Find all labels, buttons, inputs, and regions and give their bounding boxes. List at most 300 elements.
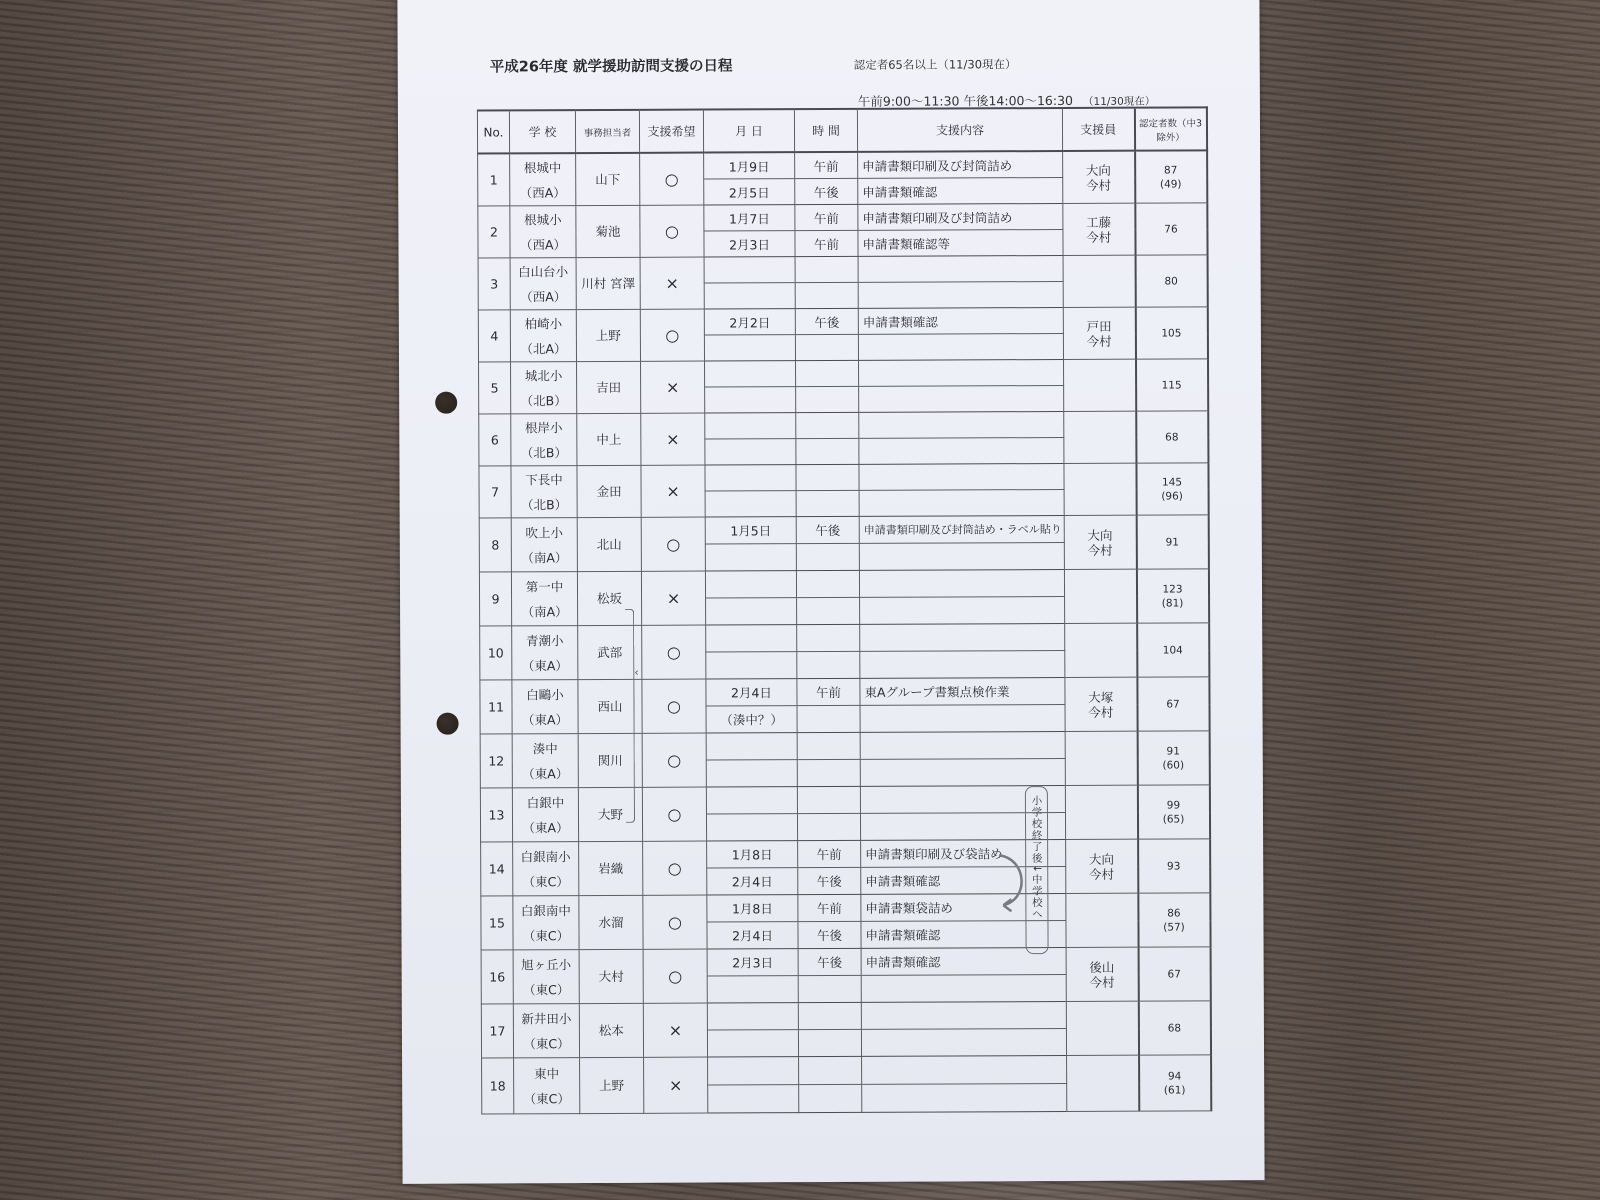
row-number: 8 xyxy=(479,518,511,572)
session-date xyxy=(705,439,796,465)
table-row xyxy=(480,785,1209,815)
table-row xyxy=(481,893,1210,923)
certified-count xyxy=(1138,947,1210,1001)
school-group: （東C） xyxy=(522,873,569,889)
support-wanted-mark: × xyxy=(641,571,705,625)
certified-count xyxy=(1135,255,1207,307)
staff-cell: 松本 xyxy=(579,1003,643,1057)
staff-cell: 菊池 xyxy=(576,205,640,257)
session-date xyxy=(706,787,797,814)
session-content xyxy=(858,255,1063,282)
staff-cell: 川村 宮澤 xyxy=(576,257,640,309)
worker-name: 大向 xyxy=(1085,162,1111,178)
session-time xyxy=(795,282,858,308)
session-time xyxy=(798,1002,861,1029)
session-date xyxy=(705,361,796,387)
worker-name: 今村 xyxy=(1088,866,1115,882)
session-content: 申請書類確認 xyxy=(858,307,1063,334)
school-group: （西A） xyxy=(519,184,566,200)
school-group: （東A） xyxy=(522,711,569,727)
count-value: 91 xyxy=(1166,744,1180,758)
count-excl: (96) xyxy=(1161,489,1183,503)
staff-cell: 西山 xyxy=(578,679,642,733)
support-wanted-mark: ○ xyxy=(643,895,707,949)
count-value: 123 xyxy=(1162,582,1183,596)
row-number: 15 xyxy=(481,896,513,950)
session-time xyxy=(797,705,860,732)
school-cell xyxy=(511,572,577,626)
session-content xyxy=(859,489,1064,516)
table-row xyxy=(480,731,1209,761)
session-time: 午後 xyxy=(798,921,861,948)
session-time xyxy=(797,786,860,813)
school-group: （北B） xyxy=(521,496,568,512)
session-date: 2月3日 xyxy=(707,949,798,976)
school-group: （東A） xyxy=(521,657,568,673)
school-name: 白鷗小 xyxy=(526,686,564,702)
table-row xyxy=(481,947,1210,977)
support-wanted-mark: × xyxy=(641,413,705,465)
support-wanted-mark: × xyxy=(640,257,704,309)
session-content xyxy=(861,1028,1066,1056)
session-content: 申請書類確認 xyxy=(858,177,1063,204)
header-count: 認定者数（中3除外） xyxy=(1134,107,1206,150)
school-name: 白銀中 xyxy=(526,794,565,810)
session-time xyxy=(796,412,859,438)
table-row xyxy=(479,569,1208,599)
support-worker xyxy=(1064,515,1136,569)
header-date: 月 日 xyxy=(703,109,794,152)
school-cell xyxy=(512,734,578,788)
hours-text: 午前9:00～11:30 午後14:00～16:30 xyxy=(857,92,1074,109)
school-cell xyxy=(513,950,579,1004)
certified-count xyxy=(1135,307,1207,359)
staff-cell: 上野 xyxy=(576,309,640,361)
school-group: （東C） xyxy=(523,981,570,997)
session-content xyxy=(860,596,1065,624)
certified-count xyxy=(1136,463,1208,515)
session-date xyxy=(704,257,795,283)
session-date xyxy=(704,335,795,361)
session-content: 申請書類印刷及び封筒詰め・ラベル貼り xyxy=(859,515,1064,543)
staff-cell: 岩織 xyxy=(579,841,643,895)
session-date: 1月8日 xyxy=(707,841,798,868)
paper-sheet xyxy=(397,0,1264,1184)
session-date: 2月2日 xyxy=(704,309,795,335)
support-worker xyxy=(1066,893,1138,947)
certified-count xyxy=(1136,359,1208,411)
schedule-table xyxy=(477,106,1212,1114)
session-time xyxy=(798,975,861,1002)
school-group: （南A） xyxy=(521,549,568,565)
school-group: （西A） xyxy=(520,288,567,304)
worker-name: 今村 xyxy=(1086,333,1112,349)
school-name: 城北小 xyxy=(524,367,563,383)
row-number: 16 xyxy=(481,950,513,1004)
session-time xyxy=(796,543,859,570)
school-cell xyxy=(510,153,576,206)
session-date: 2月4日 xyxy=(707,922,798,949)
session-date: 2月5日 xyxy=(704,179,795,205)
worker-name: 今村 xyxy=(1089,974,1115,990)
row-number: 1 xyxy=(478,153,510,206)
count-excl: (65) xyxy=(1162,812,1185,826)
row-number: 6 xyxy=(479,414,511,466)
session-date xyxy=(705,491,796,517)
certified-count xyxy=(1136,411,1208,463)
header-school: 学 校 xyxy=(509,110,575,153)
session-content xyxy=(859,385,1064,412)
session-date: （湊中？） xyxy=(706,706,797,733)
school-name: 白銀南中 xyxy=(520,902,571,918)
document-title: 平成26年度 就学援助訪問支援の日程 xyxy=(489,58,733,76)
school-name: 吹上小 xyxy=(525,524,564,540)
support-worker xyxy=(1064,569,1136,623)
support-wanted-mark: × xyxy=(641,361,705,413)
school-cell xyxy=(512,626,578,680)
worker-name: 戸田 xyxy=(1086,318,1112,334)
certified-count xyxy=(1137,623,1209,677)
school-name: 東中 xyxy=(534,1065,560,1081)
session-time xyxy=(797,651,860,678)
row-number: 3 xyxy=(478,258,510,310)
header-row xyxy=(477,107,1206,153)
support-wanted-mark: ○ xyxy=(640,153,704,206)
staff-cell: 吉田 xyxy=(577,361,641,413)
session-time: 午後 xyxy=(796,516,859,543)
school-name: 根城小 xyxy=(524,211,562,227)
session-date xyxy=(708,1085,799,1113)
certified-count xyxy=(1135,203,1207,255)
count-value: 104 xyxy=(1162,643,1183,657)
session-content: 申請書類印刷及び封筒詰め xyxy=(858,203,1063,230)
header-content: 支援内容 xyxy=(857,108,1062,152)
support-worker xyxy=(1063,307,1135,359)
row-number: 18 xyxy=(482,1058,514,1114)
school-name: 下長中 xyxy=(525,471,563,487)
session-content: 申請書類確認等 xyxy=(858,229,1063,256)
school-name: 第一中 xyxy=(525,578,564,594)
session-content: 申請書類確認 xyxy=(861,866,1066,894)
support-worker xyxy=(1064,359,1136,411)
row-number: 7 xyxy=(479,466,511,518)
support-wanted-mark: ○ xyxy=(643,841,707,895)
session-time: 午後 xyxy=(798,948,861,975)
school-group: （東C） xyxy=(522,927,570,943)
school-name: 根城中 xyxy=(523,159,562,175)
school-cell xyxy=(510,206,576,258)
session-date xyxy=(705,387,796,413)
worker-name: 大向 xyxy=(1088,851,1114,867)
support-wanted-mark: × xyxy=(643,1003,707,1057)
school-cell xyxy=(511,518,577,572)
session-time: 午前 xyxy=(798,894,861,921)
school-cell xyxy=(514,1058,580,1114)
session-date xyxy=(706,733,797,760)
table-row xyxy=(481,839,1210,869)
count-value: 76 xyxy=(1164,222,1178,236)
session-date xyxy=(707,1030,798,1057)
table-row xyxy=(479,359,1208,388)
session-date xyxy=(706,814,797,841)
count-value: 99 xyxy=(1166,798,1181,812)
support-wanted-mark: × xyxy=(644,1057,708,1113)
staff-cell: 北山 xyxy=(577,517,641,571)
session-date: 2月3日 xyxy=(704,231,795,257)
session-time xyxy=(795,334,858,360)
header-want: 支援希望 xyxy=(639,110,703,153)
header-no: No. xyxy=(477,110,509,153)
session-time xyxy=(796,490,859,516)
session-content: 申請書類印刷及び封筒詰め xyxy=(858,151,1063,178)
session-date xyxy=(706,598,797,625)
session-content xyxy=(859,411,1064,438)
support-worker xyxy=(1067,1055,1139,1111)
worker-name: 今村 xyxy=(1087,542,1113,558)
session-time xyxy=(799,1056,862,1084)
row-number: 12 xyxy=(480,734,512,788)
side-note-text: 小学校終了後↓中学校へ xyxy=(1030,795,1043,920)
session-time: 午前 xyxy=(795,152,858,179)
session-time xyxy=(797,597,860,624)
count-value: 80 xyxy=(1164,274,1178,288)
session-content xyxy=(858,281,1063,308)
count-value: 105 xyxy=(1161,326,1182,340)
row-number: 14 xyxy=(481,842,513,896)
certified-count xyxy=(1135,150,1207,203)
school-group: （西A） xyxy=(519,236,567,252)
count-value: 115 xyxy=(1161,378,1182,392)
count-value: 67 xyxy=(1166,697,1180,711)
row-number: 10 xyxy=(480,626,512,680)
support-wanted-mark: ○ xyxy=(642,679,706,733)
count-value: 68 xyxy=(1165,430,1179,444)
curved-arrow-icon xyxy=(991,851,1031,915)
school-cell xyxy=(512,788,578,842)
support-wanted-mark: ○ xyxy=(643,949,707,1003)
school-cell xyxy=(513,1004,579,1058)
session-content: 申請書類印刷及び袋詰め xyxy=(861,839,1066,867)
session-date: 1月7日 xyxy=(704,205,795,231)
worker-name: 大塚 xyxy=(1088,689,1114,705)
certified-count xyxy=(1137,731,1209,785)
support-wanted-mark: ○ xyxy=(642,733,706,787)
header-worker: 支援員 xyxy=(1062,108,1134,151)
school-group: （東A） xyxy=(522,765,569,781)
certified-count xyxy=(1138,839,1210,893)
school-name: 柏崎小 xyxy=(524,315,563,331)
session-content xyxy=(860,623,1065,651)
certified-count xyxy=(1137,677,1209,731)
support-worker xyxy=(1063,255,1135,307)
hours-asof: （11/30現在） xyxy=(1082,95,1156,108)
header-time: 時 間 xyxy=(794,109,857,152)
session-date: 2月4日 xyxy=(706,679,797,706)
session-date: 1月8日 xyxy=(707,895,798,922)
session-date xyxy=(705,413,796,439)
session-date xyxy=(708,1057,799,1085)
session-date xyxy=(705,544,796,571)
session-time: 午後 xyxy=(798,867,861,894)
worker-name: 今村 xyxy=(1086,229,1112,245)
session-content xyxy=(859,359,1064,386)
table-row xyxy=(478,307,1207,336)
session-time xyxy=(796,464,859,490)
session-content xyxy=(858,333,1063,360)
support-worker xyxy=(1063,203,1135,255)
session-content xyxy=(860,758,1065,786)
worker-name: 大向 xyxy=(1087,527,1113,543)
count-value: 94 xyxy=(1167,1069,1182,1083)
session-time: 午前 xyxy=(797,678,860,705)
staff-cell: 中上 xyxy=(577,413,641,465)
school-group: （北A） xyxy=(520,340,567,356)
school-name: 青潮小 xyxy=(525,632,564,648)
certified-count xyxy=(1138,893,1210,947)
session-date: 2月4日 xyxy=(707,868,798,895)
table-row xyxy=(482,1055,1211,1086)
session-date xyxy=(707,1003,798,1030)
session-time xyxy=(796,386,859,412)
table-row xyxy=(478,203,1207,232)
count-excl: (60) xyxy=(1162,758,1185,772)
certified-count xyxy=(1139,1055,1211,1111)
count-value: 86 xyxy=(1167,906,1181,920)
session-time xyxy=(796,570,859,597)
session-time xyxy=(797,759,860,786)
support-worker xyxy=(1063,151,1135,204)
support-worker xyxy=(1064,463,1136,515)
support-worker xyxy=(1066,1001,1138,1055)
school-cell xyxy=(511,466,577,518)
support-wanted-mark: × xyxy=(641,465,705,517)
group-bracket xyxy=(625,609,635,823)
session-time: 午後 xyxy=(795,308,858,334)
school-cell xyxy=(511,414,577,466)
row-number: 5 xyxy=(479,362,511,414)
count-value: 68 xyxy=(1167,1021,1182,1035)
school-group: （北B） xyxy=(520,444,567,460)
support-worker xyxy=(1064,411,1136,463)
session-content xyxy=(859,463,1064,490)
session-date: 1月5日 xyxy=(705,517,796,544)
session-content: 申請書類確認 xyxy=(861,920,1066,948)
count-excl: (57) xyxy=(1163,920,1185,934)
staff-cell: 武部 xyxy=(578,625,642,679)
school-cell xyxy=(510,310,576,362)
count-value: 145 xyxy=(1161,475,1183,489)
school-cell xyxy=(511,362,577,414)
session-content: 申請書類袋詰め xyxy=(861,893,1066,921)
punch-hole-top xyxy=(435,392,457,414)
session-time xyxy=(798,1029,861,1056)
bracket-tip: ‹ xyxy=(634,665,639,679)
session-date xyxy=(704,283,795,309)
school-group: （北B） xyxy=(520,392,567,408)
session-content: 東Aグループ書類点検作業 xyxy=(860,677,1065,705)
support-wanted-mark: ○ xyxy=(641,517,705,571)
row-number: 11 xyxy=(480,680,512,734)
school-name: 根岸小 xyxy=(524,419,563,435)
session-date xyxy=(707,976,798,1003)
count-value: 67 xyxy=(1167,967,1181,981)
school-group: （南A） xyxy=(521,603,568,619)
table-row xyxy=(478,150,1207,180)
certified-count xyxy=(1137,785,1209,839)
support-worker xyxy=(1065,731,1137,785)
session-date xyxy=(705,571,796,598)
school-group: （東C） xyxy=(523,1090,570,1106)
worker-name: 今村 xyxy=(1088,704,1114,720)
school-cell xyxy=(513,896,579,950)
session-date xyxy=(705,465,796,491)
table-row xyxy=(479,515,1208,545)
support-wanted-mark: ○ xyxy=(640,205,704,257)
support-worker xyxy=(1065,623,1137,677)
table-row xyxy=(481,1001,1210,1031)
row-number: 2 xyxy=(478,206,510,258)
session-content xyxy=(860,731,1065,759)
session-date xyxy=(706,760,797,787)
school-cell xyxy=(513,842,579,896)
support-worker xyxy=(1065,785,1137,839)
school-name: 湊中 xyxy=(532,740,558,756)
table-row xyxy=(479,411,1208,440)
school-group: （東A） xyxy=(522,819,569,835)
session-time: 午前 xyxy=(798,840,861,867)
support-wanted-mark: ○ xyxy=(642,625,706,679)
school-cell xyxy=(510,258,576,310)
count-excl: (49) xyxy=(1159,177,1182,191)
count-value: 87 xyxy=(1163,163,1178,177)
support-worker xyxy=(1065,677,1137,731)
count-excl: (61) xyxy=(1163,1083,1186,1097)
support-wanted-mark: ○ xyxy=(640,309,704,361)
support-wanted-mark: ○ xyxy=(642,787,706,841)
school-group: （東C） xyxy=(523,1035,570,1051)
certified-count xyxy=(1138,1001,1210,1055)
school-cell xyxy=(512,680,578,734)
count-value: 91 xyxy=(1165,535,1180,549)
header-staff: 事務担当者 xyxy=(575,110,639,153)
session-content xyxy=(859,437,1064,464)
session-content xyxy=(860,704,1065,732)
session-time xyxy=(797,732,860,759)
count-value: 93 xyxy=(1167,859,1181,873)
certified-count xyxy=(1136,515,1208,569)
count-excl: (81) xyxy=(1161,596,1184,610)
staff-cell: 大村 xyxy=(579,949,643,1003)
row-number: 13 xyxy=(480,788,512,842)
staff-cell: 山下 xyxy=(576,153,640,206)
table-row xyxy=(480,623,1209,653)
staff-cell: 金田 xyxy=(577,465,641,517)
worker-name: 後山 xyxy=(1089,959,1115,975)
worker-name: 今村 xyxy=(1085,177,1112,193)
session-time: 午前 xyxy=(795,230,858,256)
session-content xyxy=(862,1055,1067,1084)
row-number: 4 xyxy=(478,310,510,362)
school-name: 新井田小 xyxy=(521,1010,572,1026)
eligibility-note: 認定者65名以上（11/30現在） xyxy=(853,57,1017,72)
session-time xyxy=(796,360,859,386)
session-date xyxy=(706,625,797,652)
row-number: 9 xyxy=(479,572,511,626)
staff-cell: 水溜 xyxy=(579,895,643,949)
support-worker xyxy=(1066,947,1138,1001)
staff-cell: 関川 xyxy=(578,733,642,787)
session-content xyxy=(862,1083,1067,1112)
